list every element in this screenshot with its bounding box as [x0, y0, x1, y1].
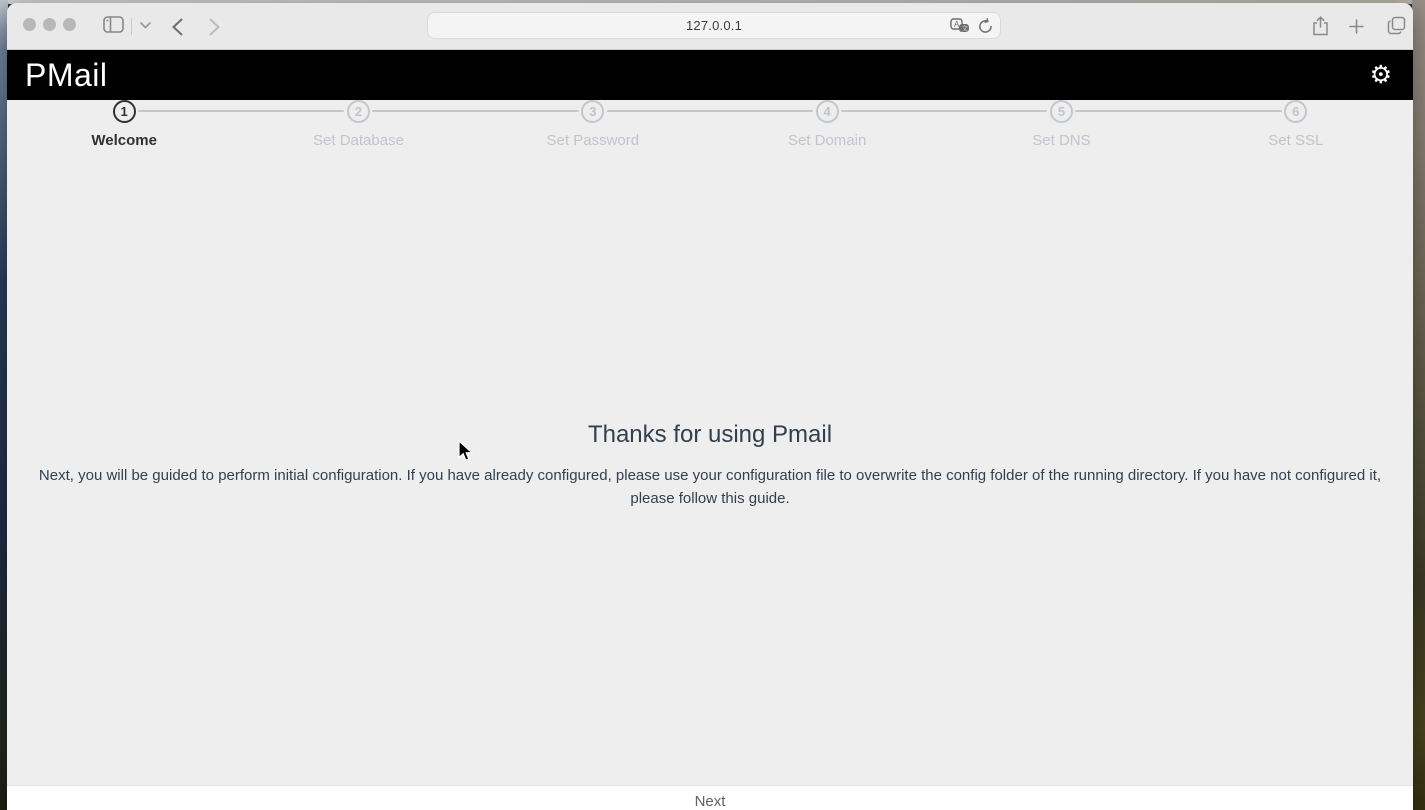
app-logo: PMail [25, 56, 108, 93]
step-number: 6 [1284, 100, 1307, 123]
toolbar-divider [131, 18, 132, 35]
next-button-label: Next [694, 793, 726, 810]
step-label: Set Database [313, 132, 404, 149]
desktop-wallpaper-right [1412, 0, 1425, 810]
page-title: Thanks for using Pmail [587, 421, 833, 448]
share-icon[interactable] [1312, 16, 1329, 36]
gear-icon[interactable]: ⚙ [1369, 60, 1392, 89]
translate-icon[interactable] [950, 18, 970, 34]
step-set-ssl [1179, 100, 1413, 149]
step-set-database [241, 100, 475, 149]
browser-window [7, 3, 1413, 810]
step-label: Set Password [546, 132, 640, 149]
svg-text:文: 文 [961, 25, 968, 32]
setup-stepper [7, 100, 1413, 149]
step-label: Set DNS [1032, 132, 1091, 149]
svg-text:A: A [954, 19, 960, 29]
next-button[interactable] [7, 785, 1413, 810]
step-set-domain [710, 100, 944, 149]
chevron-down-icon[interactable] [140, 22, 151, 29]
tab-overview-icon[interactable] [1387, 16, 1406, 35]
step-set-password [476, 100, 710, 149]
step-number: 3 [581, 100, 604, 123]
sidebar-icon[interactable] [103, 16, 124, 33]
step-number: 5 [1050, 100, 1073, 123]
close-button[interactable] [23, 18, 36, 31]
browser-toolbar [7, 3, 1413, 50]
fullscreen-button[interactable] [63, 18, 76, 31]
back-icon[interactable] [172, 18, 183, 36]
address-bar[interactable] [427, 12, 1001, 39]
setup-wizard-content [7, 100, 1413, 785]
step-number: 1 [113, 100, 136, 123]
minimize-button[interactable] [43, 18, 56, 31]
page-description: Next, you will be guided to perform initial configuration. If you have already configured, please use your configuration file to overwrite the config folder of the running directory. If you have not configured it, please follow this guide. [38, 467, 1382, 508]
step-welcome [7, 100, 241, 149]
address-bar-url[interactable]: 127.0.0.1 [685, 18, 742, 33]
step-set-dns [944, 100, 1178, 149]
app-header [7, 50, 1413, 100]
step-number: 2 [347, 100, 370, 123]
new-tab-icon[interactable] [1349, 19, 1364, 34]
forward-icon[interactable] [209, 18, 220, 36]
reload-icon[interactable] [978, 18, 993, 34]
step-label: Set Domain [787, 132, 867, 149]
step-label: Welcome [91, 132, 157, 149]
step-number: 4 [816, 100, 839, 123]
step-label: Set SSL [1268, 132, 1324, 149]
window-controls [23, 18, 76, 31]
